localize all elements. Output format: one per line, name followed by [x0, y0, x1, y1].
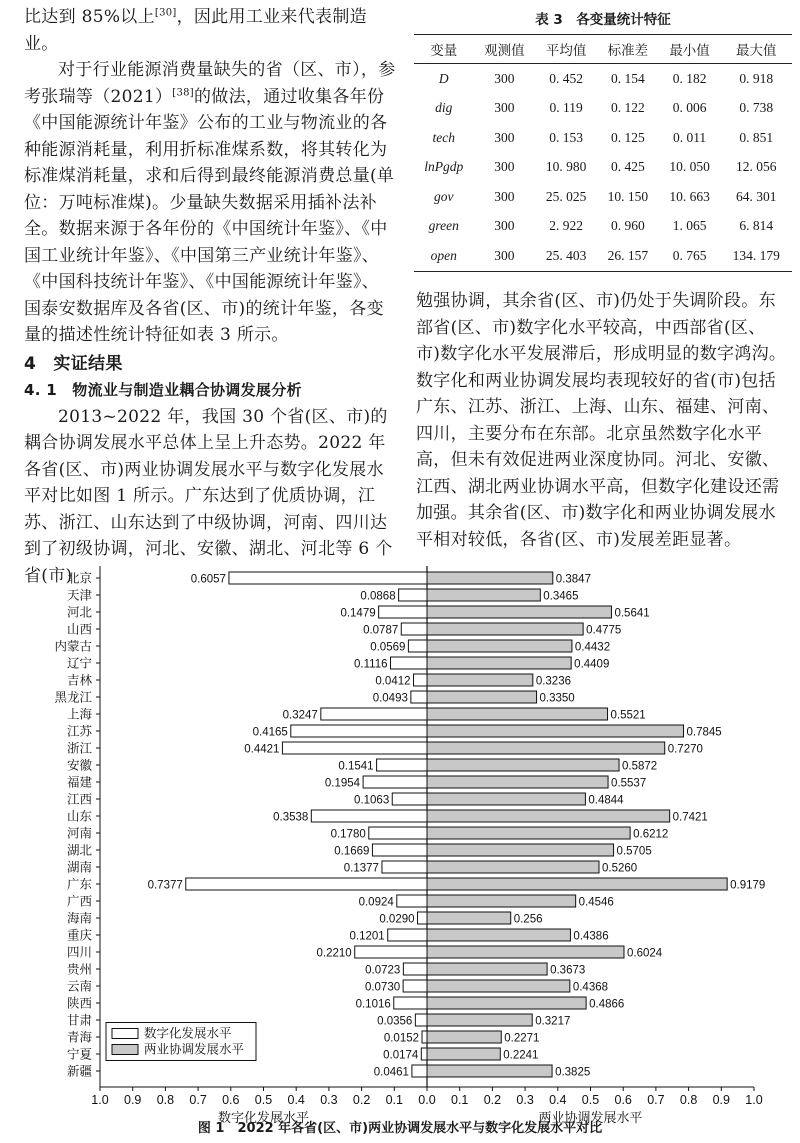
bar-digital — [421, 1048, 427, 1060]
category-label: 宁夏 — [66, 1047, 92, 1062]
category-label: 甘肃 — [66, 1013, 92, 1028]
x-tick-label: 0.8 — [679, 1093, 698, 1107]
bar-digital — [418, 912, 427, 924]
data-label-digital: 0.0290 — [379, 913, 415, 926]
category-label: 辽宁 — [66, 656, 92, 671]
bar-digital — [411, 691, 427, 703]
table-cell: 64. 301 — [735, 188, 777, 204]
header-cell: 观测值 — [484, 43, 525, 59]
data-label-coordination: 0.3465 — [543, 590, 579, 603]
paragraph-results: 勉强协调，其余省(区、市)仍处于失调阶段。东部省(区、市)数字化水平较高，中西部省(区、市)数字化水平发展滞后，形成明显的数字鸿沟。数字化和两业协调发展均表现较好的省(市)包括广东、江苏、浙江、上海、山东、福建、河南、四川，主要分布在东部。北京虽然数字化水平高，但未有效促进两业深度协同。河北、安徽、江西、湖北两业协调水平高，但数字化建设还需加强。其余省(区、市)数字化和两业协调发展水平相对较低，各省(区、市)发展差距显著。 — [416, 291, 787, 550]
data-label-digital: 0.0787 — [363, 624, 399, 637]
paragraph-continuation: 比达到 85%以上[30]，因此用工业来代表制造业。 — [24, 7, 367, 54]
paragraph-coupling-analysis: 2013~2022 年，我国 30 个省(区、市)的耦合协调发展水平总体上呈上升态势。2022 年各省(区、市)两业协调发展水平与数字化发展水平对比如图 1 所示。广东达到了优质协调，江苏、浙江、山东达到了中级协调，河南、四川达到了初级协调，河北、安徽、湖北、河北等 6 个省(市) — [24, 406, 393, 586]
table-cell: 134. 179 — [732, 247, 780, 263]
table-cell: 0. 425 — [610, 159, 645, 175]
bar-coordination — [427, 895, 576, 907]
table-cell: 300 — [494, 188, 515, 204]
category-label: 河北 — [66, 605, 92, 620]
data-label-digital: 0.1954 — [324, 777, 361, 790]
stats-table — [414, 34, 792, 272]
table-caption: 表 3 各变量统计特征 — [535, 12, 671, 28]
x-tick-label: 0.3 — [516, 1093, 534, 1107]
bar-digital — [372, 844, 427, 856]
paragraph-energy-data: 对于行业能源消费量缺失的省（区、市），参考张瑞等（2021）[38]的做法，通过收集各年份《中国能源统计年鉴》公布的工业与物流业的各种能源消耗量，利用折标准煤系数，将其转化为标准煤消耗量，求和后得到最终能源消费总量(单位：万吨标准煤)。少量缺失数据采用插补法补全。数据来源于各年份的《中国统计年鉴》、《中国工业统计年鉴》、《中国第三产业统计年鉴》、《中国科技统计年鉴》、《中国能源统计年鉴》、国泰安数据库及各省(区、市)的统计年鉴，各变量的描述性统计特征如表 3 所示。 — [24, 60, 396, 345]
bar-coordination — [427, 844, 614, 856]
bar-digital — [397, 895, 427, 907]
bar-digital — [363, 776, 427, 788]
data-label-coordination: 0.3350 — [539, 692, 575, 705]
header-cell: 最大值 — [735, 43, 777, 59]
data-label-digital: 0.1780 — [330, 828, 366, 841]
bar-digital — [414, 674, 427, 686]
table-row — [414, 212, 792, 242]
data-label-digital: 0.0569 — [370, 641, 406, 654]
variable-name-cell: gov — [434, 188, 454, 204]
data-label-digital: 0.0730 — [364, 981, 401, 994]
category-label: 重庆 — [66, 928, 92, 943]
table-cell: 300 — [494, 159, 515, 175]
data-label-coordination: 0.4546 — [578, 896, 614, 909]
bar-coordination — [427, 776, 608, 788]
x-tick-label: 1.0 — [745, 1093, 763, 1107]
category-label: 湖南 — [66, 860, 92, 875]
table-row — [414, 94, 792, 124]
bar-coordination — [427, 980, 570, 992]
bar-coordination — [427, 997, 586, 1009]
legend-swatch-coordination — [112, 1045, 138, 1055]
table-cell: 300 — [494, 247, 515, 263]
table-cell: 0. 765 — [672, 247, 707, 263]
data-label-digital: 0.0174 — [383, 1049, 419, 1062]
category-label: 广东 — [66, 877, 92, 892]
data-label-coordination: 0.5872 — [622, 760, 658, 773]
citation-30: [30] — [154, 7, 177, 19]
x-tick-label: 0.7 — [189, 1093, 207, 1107]
x-tick-label: 0.8 — [156, 1093, 175, 1107]
table-3 — [414, 8, 792, 272]
data-label-coordination: 0.5521 — [610, 709, 646, 722]
data-label-coordination: 0.4866 — [589, 998, 625, 1011]
data-label-coordination: 0.7845 — [686, 726, 722, 739]
bar-digital — [415, 1014, 427, 1026]
table-cell: 6. 814 — [739, 218, 774, 234]
category-label: 海南 — [66, 911, 92, 926]
table-cell: 2. 922 — [549, 218, 583, 234]
table-cell: 0. 182 — [672, 70, 707, 86]
data-label-digital: 0.6057 — [190, 573, 226, 586]
table-cell: 300 — [494, 218, 515, 234]
bar-digital — [355, 946, 427, 958]
table-cell: 0. 122 — [610, 100, 645, 116]
table-row — [414, 153, 792, 183]
left-text-column — [24, 4, 396, 589]
variable-name-cell: D — [438, 70, 449, 86]
category-label: 北京 — [66, 571, 92, 586]
bar-digital — [403, 963, 427, 975]
data-label-digital: 0.0461 — [373, 1066, 409, 1079]
x-tick-label: 0.7 — [647, 1093, 665, 1107]
data-label-coordination: 0.2271 — [504, 1032, 540, 1045]
table-cell: 300 — [494, 129, 515, 145]
variable-name-cell: lnPgdp — [424, 159, 464, 175]
data-label-coordination: 0.3217 — [535, 1015, 571, 1028]
bar-digital — [391, 657, 427, 669]
table-cell: 10. 050 — [669, 159, 710, 175]
table-cell: 26. 157 — [607, 247, 649, 263]
table-row — [414, 64, 792, 94]
bar-digital — [186, 878, 427, 890]
table-cell: 300 — [494, 70, 515, 86]
table-cell: 0. 125 — [610, 129, 645, 145]
table-cell: 10. 150 — [607, 188, 649, 204]
x-tick-label: 0.1 — [451, 1093, 469, 1107]
x-tick-label: 0.6 — [222, 1093, 240, 1107]
table-cell: 25. 025 — [545, 188, 587, 204]
header-cell: 标准差 — [607, 43, 649, 59]
data-label-coordination: 0.6212 — [633, 828, 669, 841]
data-label-digital: 0.0723 — [365, 964, 401, 977]
data-label-digital: 0.1377 — [343, 862, 379, 875]
category-label: 山西 — [66, 622, 92, 637]
data-label-digital: 0.1063 — [354, 794, 390, 807]
data-label-digital: 0.2210 — [316, 947, 352, 960]
bar-coordination — [427, 929, 570, 941]
bar-digital — [369, 827, 427, 839]
bar-coordination — [427, 1048, 500, 1060]
bar-coordination — [427, 674, 533, 686]
table-cell: 0. 960 — [610, 218, 645, 234]
data-label-digital: 0.1479 — [340, 607, 376, 620]
bar-digital — [282, 742, 427, 754]
category-label: 新疆 — [66, 1064, 92, 1079]
bar-coordination — [427, 878, 727, 890]
bar-coordination — [427, 810, 670, 822]
data-label-digital: 0.1669 — [334, 845, 370, 858]
bar-coordination — [427, 589, 540, 601]
table-cell: 0. 154 — [610, 70, 645, 86]
variable-name-cell: tech — [432, 129, 456, 145]
data-label-coordination: 0.4432 — [574, 641, 611, 654]
bar-digital — [377, 759, 427, 771]
data-label-coordination: 0.3825 — [555, 1066, 591, 1079]
data-label-coordination: 0.4368 — [572, 981, 609, 994]
table-body — [414, 64, 792, 272]
data-label-coordination: 0.7421 — [672, 811, 708, 824]
bar-digital — [399, 589, 427, 601]
legend-label-coordination: 两业协调发展水平 — [144, 1042, 245, 1057]
data-label-coordination: 0.2241 — [503, 1049, 539, 1062]
category-label: 青海 — [66, 1030, 92, 1045]
legend-label-digital: 数字化发展水平 — [144, 1026, 232, 1041]
variable-name-cell: green — [428, 218, 459, 234]
table-cell: 0. 851 — [739, 129, 774, 145]
category-label: 浙江 — [66, 741, 92, 756]
data-label-coordination: 0.5705 — [616, 845, 652, 858]
table-cell: 0. 452 — [549, 70, 583, 86]
bar-coordination — [427, 572, 553, 584]
table-cell: 0. 738 — [739, 100, 774, 116]
x-tick-label: 0.3 — [320, 1093, 338, 1107]
table-cell: 0. 011 — [672, 129, 707, 145]
table-cell: 0. 918 — [739, 70, 774, 86]
table-row — [414, 241, 792, 271]
section-heading: 4 实证结果 — [24, 353, 123, 374]
bar-coordination — [427, 691, 537, 703]
data-label-digital: 0.4165 — [252, 726, 288, 739]
bar-digital — [388, 929, 427, 941]
header-cell: 平均值 — [545, 43, 587, 59]
header-cell: 变量 — [430, 43, 458, 59]
data-label-coordination: 0.6024 — [626, 947, 663, 960]
category-label: 山东 — [66, 809, 92, 824]
citation-38: [38] — [172, 86, 194, 98]
bar-coordination — [427, 1065, 552, 1077]
category-label: 云南 — [66, 979, 92, 994]
data-label-digital: 0.0868 — [360, 590, 396, 603]
data-label-coordination: 0.5537 — [611, 777, 647, 790]
right-text-column — [416, 288, 788, 553]
subsection-heading: 4. 1 物流业与制造业耦合协调发展分析 — [24, 381, 302, 399]
x-tick-label: 0.5 — [254, 1093, 273, 1107]
data-label-digital: 0.3247 — [282, 709, 318, 722]
table-cell: 0. 006 — [672, 100, 707, 116]
bar-coordination — [427, 1031, 501, 1043]
bar-coordination — [427, 946, 624, 958]
data-label-coordination: 0.5641 — [614, 607, 650, 620]
bar-digital — [422, 1031, 427, 1043]
table-cell: 25. 403 — [545, 247, 587, 263]
table-row — [414, 123, 792, 153]
bar-coordination — [427, 963, 547, 975]
category-label: 安徽 — [66, 758, 92, 773]
bar-digital — [291, 725, 427, 737]
data-label-coordination: 0.256 — [513, 913, 543, 926]
category-label: 吉林 — [66, 673, 92, 688]
x-tick-label: 0.6 — [614, 1093, 632, 1107]
category-label: 江西 — [66, 792, 92, 807]
table-cell: 10. 663 — [669, 188, 710, 204]
bar-coordination — [427, 912, 511, 924]
table-cell: 1. 065 — [672, 218, 707, 234]
bar-coordination — [427, 1014, 532, 1026]
x-tick-label: 0.4 — [287, 1093, 305, 1107]
data-label-coordination: 0.7270 — [667, 743, 703, 756]
x-tick-label: 0.5 — [581, 1093, 600, 1107]
data-label-coordination: 0.4844 — [588, 794, 624, 807]
data-label-coordination: 0.3847 — [555, 573, 591, 586]
bar-coordination — [427, 657, 571, 669]
header-cell: 最小值 — [669, 43, 710, 59]
bar-coordination — [427, 640, 572, 652]
data-label-digital: 0.7377 — [147, 879, 183, 892]
x-axis-label-left: 数字化发展水平 — [217, 1110, 310, 1125]
bar-coordination — [427, 793, 585, 805]
bar-coordination — [427, 623, 583, 635]
category-label: 黑龙江 — [54, 690, 92, 705]
category-label: 陕西 — [66, 996, 92, 1011]
bar-digital — [229, 572, 427, 584]
bar-digital — [403, 980, 427, 992]
category-label: 内蒙古 — [54, 639, 92, 654]
bar-digital — [382, 861, 427, 873]
category-label: 湖北 — [66, 843, 92, 858]
bar-digital — [401, 623, 427, 635]
category-label: 河南 — [66, 826, 92, 841]
data-label-digital: 0.0152 — [383, 1032, 420, 1045]
variable-name-cell: open — [430, 247, 457, 263]
bar-digital — [394, 997, 427, 1009]
data-label-digital: 0.1116 — [354, 658, 388, 671]
table-cell: 10. 980 — [545, 159, 587, 175]
bar-coordination — [427, 725, 684, 737]
bar-coordination — [427, 827, 630, 839]
category-label: 天津 — [66, 588, 92, 603]
table-cell: 0. 119 — [549, 100, 583, 116]
data-label-digital: 0.1201 — [349, 930, 385, 943]
category-label: 贵州 — [66, 962, 92, 977]
table-cell: 12. 056 — [735, 159, 777, 175]
bar-coordination — [427, 742, 665, 754]
bar-coordination — [427, 606, 611, 618]
x-tick-label: 0.9 — [712, 1093, 730, 1107]
data-label-coordination: 0.3236 — [535, 675, 572, 688]
x-tick-label: 0.0 — [418, 1093, 436, 1107]
data-label-coordination: 0.5260 — [602, 862, 638, 875]
table-header-row — [414, 35, 792, 64]
data-label-coordination: 0.3673 — [550, 964, 586, 977]
table-cell: 0. 153 — [549, 129, 583, 145]
legend-swatch-digital — [112, 1029, 138, 1039]
x-tick-label: 0.2 — [352, 1093, 371, 1107]
figure-1-chart — [0, 560, 800, 1125]
data-label-digital: 0.1016 — [355, 998, 391, 1011]
x-axis-label-right: 两业协调发展水平 — [538, 1110, 643, 1125]
x-tick-label: 0.2 — [483, 1093, 502, 1107]
bar-coordination — [427, 759, 619, 771]
data-label-digital: 0.1541 — [338, 760, 374, 773]
bar-digital — [412, 1065, 427, 1077]
x-tick-label: 0.4 — [549, 1093, 567, 1107]
data-label-digital: 0.4421 — [244, 743, 280, 756]
data-label-digital: 0.0924 — [358, 896, 394, 909]
category-label: 广西 — [66, 894, 92, 909]
x-tick-label: 1.0 — [91, 1093, 109, 1107]
x-tick-label: 0.1 — [385, 1093, 403, 1107]
data-label-digital: 0.0412 — [375, 675, 411, 688]
data-label-coordination: 0.4409 — [574, 658, 610, 671]
figure-caption: 图 1 2022 年各省(区、市)两业协调发展水平与数字化发展水平对比 — [197, 1121, 603, 1136]
bar-digital — [379, 606, 427, 618]
table-row — [414, 182, 792, 212]
category-label: 福建 — [66, 775, 92, 790]
data-label-digital: 0.3538 — [273, 811, 309, 824]
bar-digital — [408, 640, 427, 652]
variable-name-cell: dig — [435, 100, 453, 116]
bar-digital — [392, 793, 427, 805]
bar-coordination — [427, 861, 599, 873]
bar-digital — [311, 810, 427, 822]
data-label-digital: 0.0356 — [377, 1015, 413, 1028]
category-label: 上海 — [66, 707, 92, 722]
x-tick-label: 0.9 — [124, 1093, 142, 1107]
data-label-coordination: 0.4386 — [573, 930, 609, 943]
bar-coordination — [427, 708, 608, 720]
data-label-digital: 0.0493 — [372, 692, 408, 705]
category-label: 四川 — [66, 945, 92, 960]
category-label: 江苏 — [66, 724, 92, 739]
bar-digital — [321, 708, 427, 720]
table-cell: 300 — [494, 100, 515, 116]
data-label-coordination: 0.4775 — [586, 624, 622, 637]
data-label-coordination: 0.9179 — [730, 879, 766, 892]
